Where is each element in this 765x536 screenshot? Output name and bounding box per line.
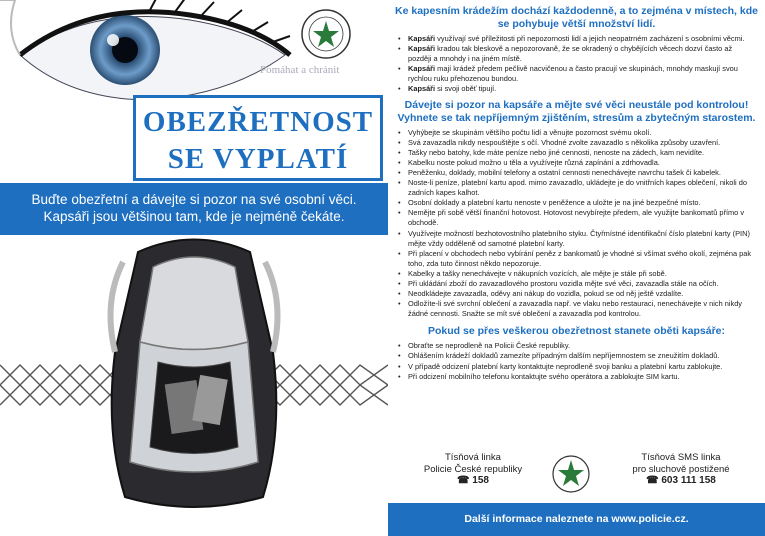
- list-3-item: • V případě odcizení platební karty kontaktujte neprodleně svoji banku a platební kartu zablokujte.: [398, 362, 757, 372]
- contact-police-line1: Tísňová linka: [445, 452, 501, 463]
- list-3: [398, 341, 757, 381]
- list-1-item-bold: Kapsáři: [408, 64, 436, 74]
- list-1-item-text: kradou tak bleskově a nepozorovaně, že se okradený o chybějících věcech dozví často až později a mnohdy i na jiném místě.: [408, 44, 733, 64]
- list-2: [398, 128, 757, 320]
- list-2-item: • Osobní doklady a platební kartu nenoste v peněžence a uložte je na jiné bezpečné místo.: [398, 198, 757, 208]
- list-2-item: • Kabelku noste pokud možno u těla a využívejte různá zapínání a zdrhovadla.: [398, 158, 757, 168]
- contact-sms: [616, 452, 746, 487]
- list-2-item: • Tašky nebo batohy, kde máte peníze nebo jiné cennosti, nenoste na zádech, kam nevidíte.: [398, 148, 757, 158]
- list-2-item: • Noste-li peníze, platební kartu apod. mimo zavazadlo, ukládejte je do vnitřních kapes oblečení, nikoli do zadních kapes kalhot.: [398, 178, 757, 198]
- title-box: [133, 95, 383, 181]
- contact-sms-line1: Tísňová SMS linka: [641, 452, 721, 463]
- title-line-1: OBEZŘETNOST: [142, 106, 374, 138]
- contact-sms-line2: pro sluchově postižené: [632, 463, 730, 475]
- warning-band: [0, 183, 388, 235]
- list-2-item: • Neodkládejte zavazadla, oděvy ani nákup do vozidla, pokud se od něj ještě vzdalíte.: [398, 289, 757, 299]
- list-2-item: • Využívejte možností bezhotovostního platebního styku. Čtyřmístné identifikační číslo platební karty (PIN) mějte vždy odděleně od samotné platební karty.: [398, 229, 757, 249]
- police-star-icon: [551, 454, 591, 494]
- contact-police-line2: Policie České republiky: [423, 463, 523, 475]
- list-1-item: [398, 84, 757, 94]
- list-1-item: [398, 64, 757, 84]
- warning-line-2: Kapsáři jsou většinou tam, kde je nejméně čekáte.: [43, 209, 345, 224]
- list-1-item-bold: Kapsáři: [408, 84, 436, 94]
- list-2-item: • Kabelky a tašky nenechávejte v nákupních vozících, ale mějte je stále při sobě.: [398, 269, 757, 279]
- list-2-item: • Vyhýbejte se skupinám většího počtu lidí a věnujte pozornost svému okolí.: [398, 128, 757, 138]
- contact-sms-phone[interactable]: ☎ 603 111 158: [646, 475, 716, 486]
- contact-police-phone[interactable]: ☎ 158: [457, 475, 489, 486]
- list-1-item-bold: Kapsáři: [408, 34, 436, 43]
- list-1-item-text: si svoji oběť tipují.: [435, 84, 497, 94]
- list-1-item: [398, 34, 757, 44]
- list-2-item: • Při placení v obchodech nebo vybírání peněz z bankomatů je vhodné si všímat svého okolí, zejména pak toho, zda tuto činnost někdo nepozoruje.: [398, 249, 757, 269]
- list-1-item-text: mají krádež předem pečlivě nacvičenou a často pracují ve skupinách, mnohdy maskují svou rychlou ruku přehozenou bundou.: [408, 64, 738, 84]
- eye-illustration: [0, 0, 300, 110]
- list-1-item-bold: Kapsáři: [408, 44, 436, 54]
- slogan: Pomáhat a chránit: [260, 64, 340, 76]
- backpack-illustration: [98, 232, 290, 512]
- list-3-item: • Ohlášením krádeží dokladů zamezíte případným dalším nepříjemnostem se zneužitím dokladů.: [398, 351, 757, 361]
- list-2-item: • Svá zavazadla nikdy nespouštějte s očí. Vhodné zvolte zavazadlo s několika způsoby uzavření.: [398, 138, 757, 148]
- title-line-2: SE VYPLATÍ: [167, 143, 349, 175]
- list-1: [398, 34, 757, 95]
- list-3-item: • Obraťte se neprodleně na Policii České republiky.: [398, 341, 757, 351]
- list-2-item: • Odložíte-li své svrchní oblečení a zavazadla např. ve vlaku nebo restauraci, nenechávejte v nich nikdy žádné cennosti. Snažte se mít své oblečení a zavazadla pod kontrolou.: [398, 299, 757, 319]
- footer-link[interactable]: Další informace naleznete na www.policie.cz.: [388, 503, 765, 536]
- list-1-item: [398, 44, 757, 64]
- contacts-section: [388, 452, 765, 496]
- police-badge-icon: [300, 8, 352, 60]
- list-1-item-text: využívají své příležitosti při nepozornosti lidí a jejich neopatrném zacházení s osobními věcmi.: [435, 34, 745, 43]
- warning-line-1: Buďte obezřetní a dávejte si pozor na své osobní věci.: [31, 192, 357, 207]
- right-panel: [388, 0, 765, 536]
- heading-3: Pokud se přes veškerou obezřetnost stanete oběti kapsáře:: [427, 325, 726, 338]
- contact-police: [408, 452, 538, 487]
- list-3-item: • Při odcizení mobilního telefonu kontaktujte svého operátora a zablokujte SIM kartu.: [398, 372, 757, 382]
- heading-1: Ke kapesním krádežím dochází každodenně, a to zejména v místech, kde se pohybuje větší množství lidí.: [395, 5, 758, 30]
- heading-2: Dávejte si pozor na kapsáře a mějte své věci neustále pod kontrolou! Vyhnete se tak nepříjemným zjištěním, stresům a zbytečným starostem.: [397, 98, 756, 124]
- list-2-item: • Peněženku, doklady, mobilní telefony a ostatní cennosti nenechávejte navrchu tašek či kabelek.: [398, 168, 757, 178]
- list-2-item: • Při ukládání zboží do zavazadlového prostoru vozidla mějte své věci, zavazadla stále na očích.: [398, 279, 757, 289]
- list-2-item: • Nemějte při sobě větší finanční hotovost. Hotovost nevybírejte předem, ale využijte bankomatů přímo v obchodě.: [398, 208, 757, 228]
